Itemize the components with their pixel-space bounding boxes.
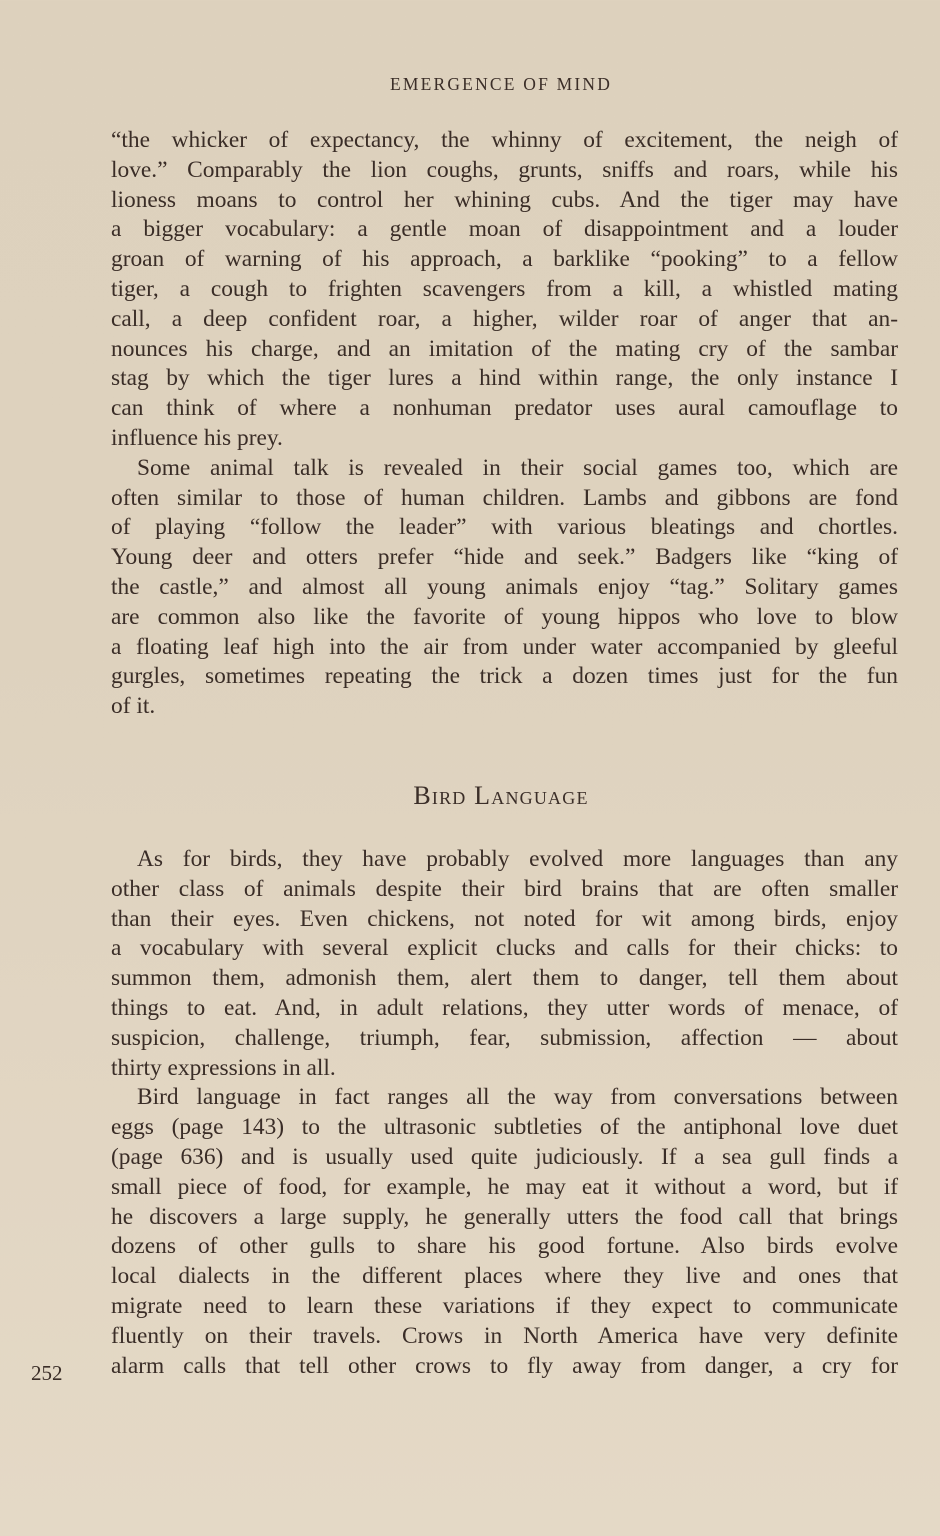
- text-line: can think of where a nonhuman predator uses aural camouflage to: [111, 395, 898, 422]
- text-line: summon them, admonish them, alert them to danger, tell them about: [111, 965, 898, 992]
- text-line: call, a deep confident roar, a higher, wilder roar of anger that an-: [111, 305, 898, 332]
- text-line: other class of animals despite their bird brains that are often smaller: [111, 875, 898, 902]
- section-1-text: [111, 126, 898, 722]
- text-line: nounces his charge, and an imitation of the mating cry of the sambar: [111, 335, 898, 362]
- text-line: small piece of food, for example, he may eat it without a word, but if: [111, 1173, 898, 1200]
- text-line: things to eat. And, in adult relations, they utter words of menace, of: [111, 994, 898, 1021]
- text-line: he discovers a large supply, he generally utters the food call that brings: [111, 1203, 898, 1230]
- text-line: (page 636) and is usually used quite judiciously. If a sea gull finds a: [111, 1143, 898, 1170]
- text-line: tiger, a cough to frighten scavengers from a kill, a whistled mating: [111, 275, 898, 302]
- text-line: fluently on their travels. Crows in North America have very definite: [111, 1322, 898, 1349]
- text-line: dozens of other gulls to share his good fortune. Also birds evolve: [111, 1233, 898, 1260]
- running-head: EMERGENCE OF MIND: [389, 74, 613, 94]
- text-line: of it.: [111, 693, 156, 720]
- text-line: influence his prey.: [111, 424, 283, 451]
- page-number: 252: [31, 1361, 63, 1385]
- text-line: are common also like the favorite of young hippos who love to blow: [111, 603, 898, 630]
- text-line: a bigger vocabulary: a gentle moan of disappointment and a louder: [111, 216, 898, 243]
- text-line: Some animal talk is revealed in their social games too, which are: [137, 454, 898, 481]
- section-heading: Bird Language: [413, 781, 589, 810]
- text-line: groan of warning of his approach, a barklike “pooking” to a fellow: [111, 246, 898, 273]
- section-2-text: [111, 845, 898, 1381]
- text-line: gurgles, sometimes repeating the trick a dozen times just for the fun: [111, 663, 898, 690]
- paragraph: [111, 454, 898, 722]
- text-line: As for birds, they have probably evolved more languages than any: [137, 846, 898, 872]
- text-line: of playing “follow the leader” with various bleatings and chortles.: [111, 514, 898, 541]
- text-line: local dialects in the different places where they live and ones that: [111, 1263, 898, 1290]
- text-line: thirty expressions in all.: [111, 1054, 336, 1081]
- text-line: a vocabulary with several explicit clucks and calls for their chicks: to: [111, 935, 898, 962]
- text-line: Young deer and otters prefer “hide and seek.” Badgers like “king of: [111, 544, 898, 571]
- paragraph: [111, 126, 898, 454]
- text-line: than their eyes. Even chickens, not noted for wit among birds, enjoy: [111, 905, 898, 932]
- text-line: suspicion, challenge, triumph, fear, submission, affection — about: [111, 1024, 898, 1051]
- text-line: love.” Comparably the lion coughs, grunts, sniffs and roars, while his: [111, 156, 898, 183]
- text-line: stag by which the tiger lures a hind within range, the only instance I: [111, 365, 898, 392]
- paragraph: [111, 1083, 898, 1381]
- text-line: lioness moans to control her whining cubs. And the tiger may have: [111, 186, 898, 213]
- text-line: migrate need to learn these variations if they expect to communicate: [111, 1292, 898, 1319]
- text-line: eggs (page 143) to the ultrasonic subtleties of the antiphonal love duet: [111, 1114, 898, 1141]
- text-line: Bird language in fact ranges all the way from conversations between: [137, 1084, 898, 1111]
- text-line: the castle,” and almost all young animals enjoy “tag.” Solitary games: [111, 573, 898, 600]
- paragraph: [111, 845, 898, 1083]
- text-line: alarm calls that tell other crows to fly away from danger, a cry for: [111, 1352, 898, 1379]
- text-line: often similar to those of human children. Lambs and gibbons are fond: [111, 484, 898, 511]
- text-line: “the whicker of expectancy, the whinny of excitement, the neigh of: [111, 127, 898, 153]
- text-line: a floating leaf high into the air from under water accompanied by gleeful: [111, 633, 898, 660]
